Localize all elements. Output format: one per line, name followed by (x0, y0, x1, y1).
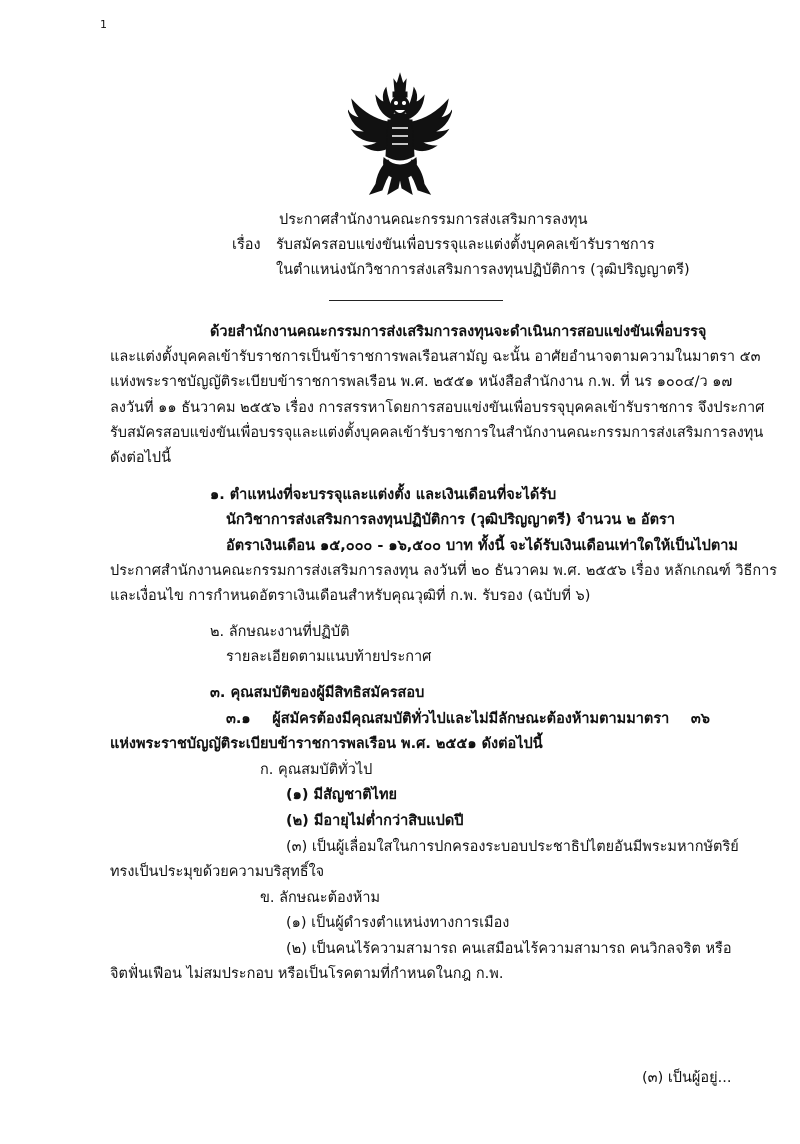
subject-label: เรื่อง (232, 237, 261, 253)
section-2-body: รายละเอียดตามแนบท้ายประกาศ (226, 649, 432, 665)
section-1-position: นักวิชาการส่งเสริมการลงทุนปฏิบัติการ (วุฒิปริญญาตรี) จำนวน ๒ อัตรา (226, 512, 675, 528)
subject-text: รับสมัครสอบแข่งขันเพื่อบรรจุและแต่งตั้งบุคคลเข้ารับราชการ (276, 237, 655, 253)
prohibited-item-2-cont: จิตฟั่นเฟือน ไม่สมประกอบ หรือเป็นโรคตามที่กำหนดในกฎ ก.พ. (110, 966, 504, 982)
section-2-heading: ๒. ลักษณะงานที่ปฏิบัติ (210, 624, 350, 640)
general-qualifications-label: ก. คุณสมบัติทั่วไป (260, 762, 373, 778)
header-divider (329, 300, 503, 301)
continuation-note: (๓) เป็นผู้อยู่... (642, 1070, 732, 1086)
intro-line-6: ดังต่อไปนี้ (110, 450, 172, 466)
section-1-heading: ๑. ตำแหน่งที่จะบรรจุและแต่งตั้ง และเงินเดือนที่จะได้รับ (210, 487, 557, 503)
section-3-1: ๓.๑ ผู้สมัครต้องมีคุณสมบัติทั่วไปและไม่มีลักษณะต้องห้ามตามมาตรา ๓๖ (226, 711, 710, 727)
section-3-heading: ๓. คุณสมบัติของผู้มีสิทธิสมัครสอบ (210, 685, 425, 701)
intro-line-5: รับสมัครสอบแข่งขันเพื่อบรรจุและแต่งตั้งบุคคลเข้ารับราชการในสำนักงานคณะกรรมการส่งเสริมการลงทุน (110, 425, 764, 441)
subject-text-cont: ในตำแหน่งนักวิชาการส่งเสริมการลงทุนปฏิบัติการ (วุฒิปริญญาตรี) (276, 262, 690, 278)
garuda-emblem-icon (348, 72, 452, 196)
general-item-1: (๑) มีสัญชาติไทย (286, 787, 398, 803)
intro-line-1: ด้วยสำนักงานคณะกรรมการส่งเสริมการลงทุนจะดำเนินการสอบแข่งขันเพื่อบรรจุ (210, 324, 707, 340)
prohibited-item-1: (๑) เป็นผู้ดำรงตำแหน่งทางการเมือง (286, 915, 510, 931)
intro-line-2: และแต่งตั้งบุคคลเข้ารับราชการเป็นข้าราชการพลเรือนสามัญ ฉะนั้น อาศัยอำนาจตามความในมาตรา ๕๓ (110, 349, 761, 365)
section-1-salary-cont-1: ประกาศสำนักงานคณะกรรมการส่งเสริมการลงทุน ลงวันที่ ๒๐ ธันวาคม พ.ศ. ๒๕๕๖ เรื่อง หลักเกณฑ์ วิธีการ (110, 563, 778, 579)
intro-line-4: ลงวันที่ ๑๑ ธันวาคม ๒๕๕๖ เรื่อง การสรรหาโดยการสอบแข่งขันเพื่อบรรจุบุคคลเข้ารับราชการ จึงประกาศ (110, 400, 765, 416)
section-1-salary-cont-2: และเงื่อนไข การกำหนดอัตราเงินเดือนสำหรับคุณวุฒิที่ ก.พ. รับรอง (ฉบับที่ ๖) (110, 588, 591, 604)
prohibited-item-2: (๒) เป็นคนไร้ความสามารถ คนเสมือนไร้ความสามารถ คนวิกลจริต หรือ (286, 941, 732, 957)
section-1-salary: อัตราเงินเดือน ๑๕,๐๐๐ - ๑๖,๕๐๐ บาท ทั้งนี้ จะได้รับเงินเดือนเท่าใดให้เป็นไปตาม (226, 538, 738, 554)
section-3-1-cont: แห่งพระราชบัญญัติระเบียบข้าราชการพลเรือน พ.ศ. ๒๕๕๑ ดังต่อไปนี้ (110, 736, 543, 752)
general-item-3-cont: ทรงเป็นประมุขด้วยความบริสุทธิ์ใจ (110, 864, 325, 880)
general-item-2: (๒) มีอายุไม่ต่ำกว่าสิบแปดปี (286, 813, 464, 829)
intro-line-3: แห่งพระราชบัญญัติระเบียบข้าราชการพลเรือน พ.ศ. ๒๕๕๑ หนังสือสำนักงาน ก.พ. ที่ นร ๑๐๐๔/ว ๑๗ (110, 374, 733, 390)
prohibited-label: ข. ลักษณะต้องห้าม (260, 890, 381, 906)
page-mark: 1 (100, 18, 107, 31)
general-item-3: (๓) เป็นผู้เลื่อมใสในการปกครองระบอบประชาธิปไตยอันมีพระมหากษัตริย์ (286, 839, 739, 855)
announcement-title: ประกาศสำนักงานคณะกรรมการส่งเสริมการลงทุน (279, 212, 588, 228)
